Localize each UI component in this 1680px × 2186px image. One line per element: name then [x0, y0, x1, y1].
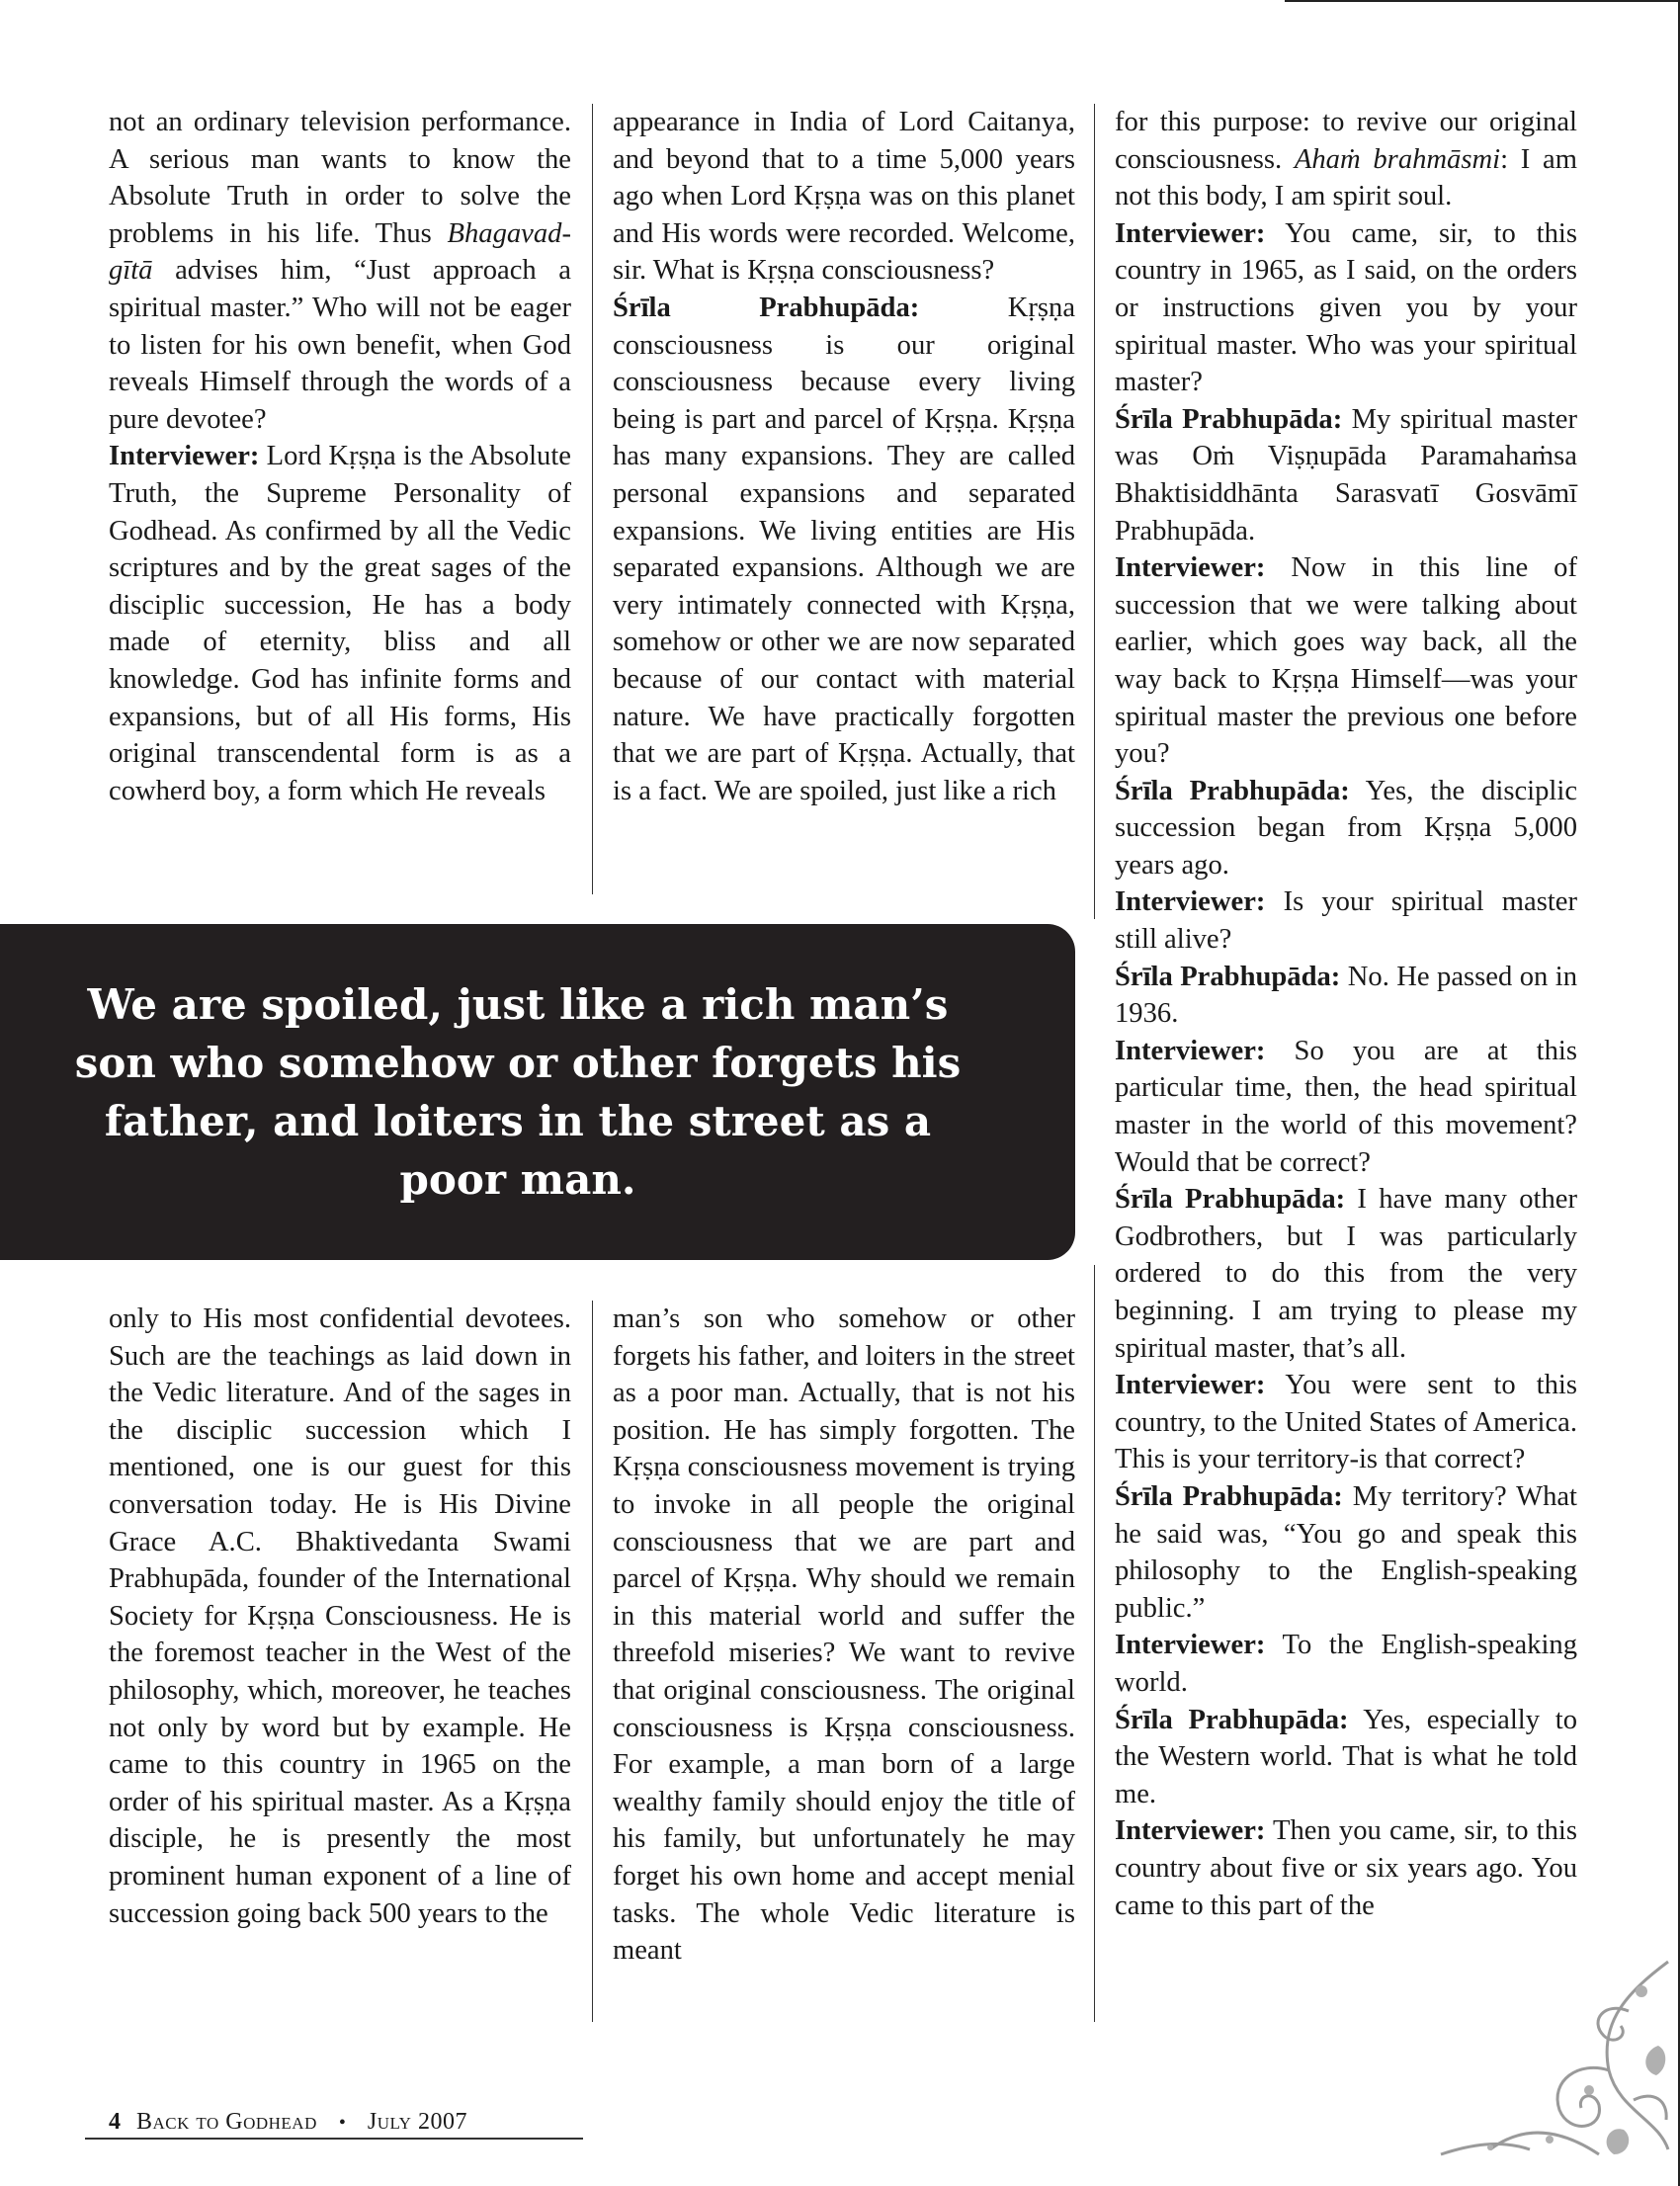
body-text: man’s son who somehow or other forgets his father, and loiters in the street as a poor man. Actually, that is not his position. He has simply forgotten. The Kṛṣṇa consciousness movement is trying to invoke in all people the original consciousness that we are part and parcel of Kṛṣṇa. Why should we remain in this material world and suffer the threefold miseries? We want to revive that original consciousness. The original consciousness is Kṛṣṇa consciousness. For example, a man born of a large wealthy family should enjoy the title of his family, but unfortunately he may forget his own home and accept menial tasks. The whole Vedic literature is meant: [613, 1303, 1075, 1967]
paragraph: [613, 290, 1075, 809]
speaker-label: Interviewer:: [1115, 886, 1266, 918]
magazine-title: Back to Godhead: [136, 2109, 317, 2135]
body-text: Now in this line of succession that we were talking about earlier, which goes way back, all the way back to Kṛṣṇa Himself—was your spiritual master the previous one before you?: [1115, 552, 1577, 770]
paragraph: [1115, 959, 1577, 1033]
body-text: My territory? What he said was, “You go and speak this philosophy to the English-speaking public.”: [1115, 1480, 1578, 1624]
paragraph: [1115, 1181, 1577, 1367]
body-text: Yes, especially to the Western world. That is what he told me.: [1115, 1704, 1578, 1809]
paragraph: [109, 104, 571, 438]
paragraph: [1115, 1627, 1577, 1701]
body-text: appearance in India of Lord Caitanya, and beyond that to a time 5,000 years ago when Lord Kṛṣṇa was on this planet and His words were recorded. Welcome, sir. What is Kṛṣṇa consciousness?: [613, 107, 1075, 287]
floral-scroll-ornament-icon: [1431, 1952, 1673, 2164]
body-text: You came, sir, to this country in 1965, as I said, on the orders or instructions given you by your spiritual master. Who was your spiritual master?: [1115, 217, 1577, 398]
paragraph: [1115, 1812, 1577, 1924]
speaker-label: Interviewer:: [1115, 1035, 1266, 1066]
speaker-label: Interviewer:: [1115, 1630, 1266, 1661]
paragraph: [1115, 215, 1577, 401]
body-text: not an ordinary television performance. A serious man wants to know the Absolute Truth in order to solve the problems in his life. Thus: [109, 107, 571, 249]
body-text: Lord Kṛṣṇa is the Absolute Truth, the Supreme Personality of Godhead. As confirmed by all the Vedic scriptures and by the great sages of the disciplic succession, He has a body made of eternity, bliss and all knowledge. God has infinite forms and expansions, but of all His forms, His original transcendental form is as a cowherd boy, a form which He reveals: [109, 441, 571, 806]
speaker-label: Śrīla Prabhupāda:: [613, 292, 920, 323]
speaker-label: Śrīla Prabhupāda:: [1115, 1184, 1346, 1216]
body-text: Yes, the disciplic succession began from Kṛṣṇa 5,000 years ago.: [1115, 775, 1578, 881]
body-text: : I am not this body, I am spirit soul.: [1115, 143, 1577, 212]
column-1-bottom: [109, 1301, 571, 1932]
body-text: Is your spiritual master still alive?: [1115, 886, 1577, 956]
page-number: 4: [109, 2109, 121, 2135]
paragraph: [613, 1301, 1075, 1970]
speaker-label: Interviewer:: [109, 441, 260, 472]
column-rule-2-lower: [1094, 1265, 1095, 2022]
column-rule-1: [592, 104, 593, 894]
body-text: Kṛṣṇa consciousness is our original consciousness because every living being is part and parcel of Kṛṣṇa. Kṛṣṇa has many expansions. They are called personal expansions and separated expansions. We living entities are His separated expansions. Although we are very intimately connected with Kṛṣṇa, somehow or other we are now separated because of our contact with material nature. We have practically forgotten that we are part of Kṛṣṇa. Actually, that is a fact. We are spoiled, just like a rich: [613, 292, 1076, 806]
speaker-label: Śrīla Prabhupāda:: [1115, 1704, 1349, 1735]
column-1-top: [109, 104, 571, 809]
pull-quote-text: We are spoiled, just like a rich man’s son who somehow or other forgets his father, and loiters in the street as a poor man.: [74, 980, 962, 1204]
body-text: So you are at this particular time, then, the head spiritual master in the world of this movement? Would that be correct?: [1115, 1035, 1577, 1178]
paragraph: [1115, 401, 1577, 549]
column-2-top: [613, 104, 1075, 809]
speaker-label: Interviewer:: [1115, 217, 1266, 249]
column-rule-2: [1094, 104, 1095, 919]
paragraph: [1115, 104, 1577, 215]
column-3: [1115, 104, 1577, 1924]
body-text: only to His most confidential devotees. Such are the teachings as laid down in the Vedic literature. And of the sages in the disciplic succession which I mentioned, one is our guest for this conversation today. He is His Divine Grace A.C. Bhaktivedanta Swami Prabhupāda, founder of the International Society for Kṛṣṇa Consciousness. He is the foremost teacher in the West of the philosophy, which, moreover, he teaches not only by word but by example. He came to this country in 1965 on the order of his spiritual master. As a Kṛṣṇa disciple, he is presently the most prominent human exponent of a line of succession going back 500 years to the: [109, 1303, 571, 1929]
paragraph: [1115, 883, 1577, 958]
speaker-label: Śrīla Prabhupāda:: [1115, 961, 1341, 992]
paragraph: [1115, 1033, 1577, 1181]
pull-quote-box: [0, 924, 1075, 1260]
italic-term: Ahaṁ brahmāsmi: [1294, 143, 1501, 175]
speaker-label: Interviewer:: [1115, 552, 1266, 584]
body-text: You were sent to this country, to the United States of America. This is your territory-is that correct?: [1115, 1370, 1577, 1475]
paragraph: [1115, 1367, 1577, 1478]
column-rule-1-lower: [592, 1301, 593, 2022]
body-text: I have many other Godbrothers, but I was particularly ordered to do this from the very beginning. I am trying to please my spiritual master, that’s all.: [1115, 1184, 1577, 1364]
italic-term: Bhagavad-gītā: [109, 217, 571, 287]
speaker-label: Śrīla Prabhupāda:: [1115, 403, 1343, 435]
body-text: advises him, “Just approach a spiritual master.” Who will not be eager to listen for his own benefit, when God reveals Himself through the words of a pure devotee?: [109, 255, 571, 435]
column-2-bottom: [613, 1301, 1075, 1970]
body-text: for this purpose: to revive our original consciousness.: [1115, 107, 1577, 175]
paragraph: [613, 104, 1075, 290]
speaker-label: Interviewer:: [1115, 1370, 1266, 1401]
footer-separator: •: [338, 2112, 346, 2134]
paragraph: [1115, 773, 1577, 884]
body-text: My spiritual master was Oṁ Viṣṇupāda Paramahaṁsa Bhaktisiddhānta Sarasvatī Gosvāmī Prabhupāda.: [1115, 403, 1577, 546]
paragraph: [1115, 1702, 1577, 1813]
speaker-label: Śrīla Prabhupāda:: [1115, 1480, 1343, 1512]
body-text: To the English-speaking world.: [1115, 1630, 1577, 1698]
paragraph: [1115, 549, 1577, 773]
paragraph: [1115, 1478, 1577, 1627]
footer-rule: [85, 2138, 583, 2140]
body-text: Then you came, sir, to this country about five or six years ago. You came to this part of the: [1115, 1815, 1577, 1921]
issue-date: July 2007: [367, 2109, 467, 2135]
body-text: No. He passed on in 1936.: [1115, 961, 1578, 1030]
page-footer: [109, 2109, 467, 2136]
speaker-label: Interviewer:: [1115, 1815, 1266, 1847]
speaker-label: Śrīla Prabhupāda:: [1115, 775, 1350, 806]
page-frame-top: [1285, 0, 1680, 2]
paragraph: [109, 1301, 571, 1932]
paragraph: [109, 438, 571, 809]
